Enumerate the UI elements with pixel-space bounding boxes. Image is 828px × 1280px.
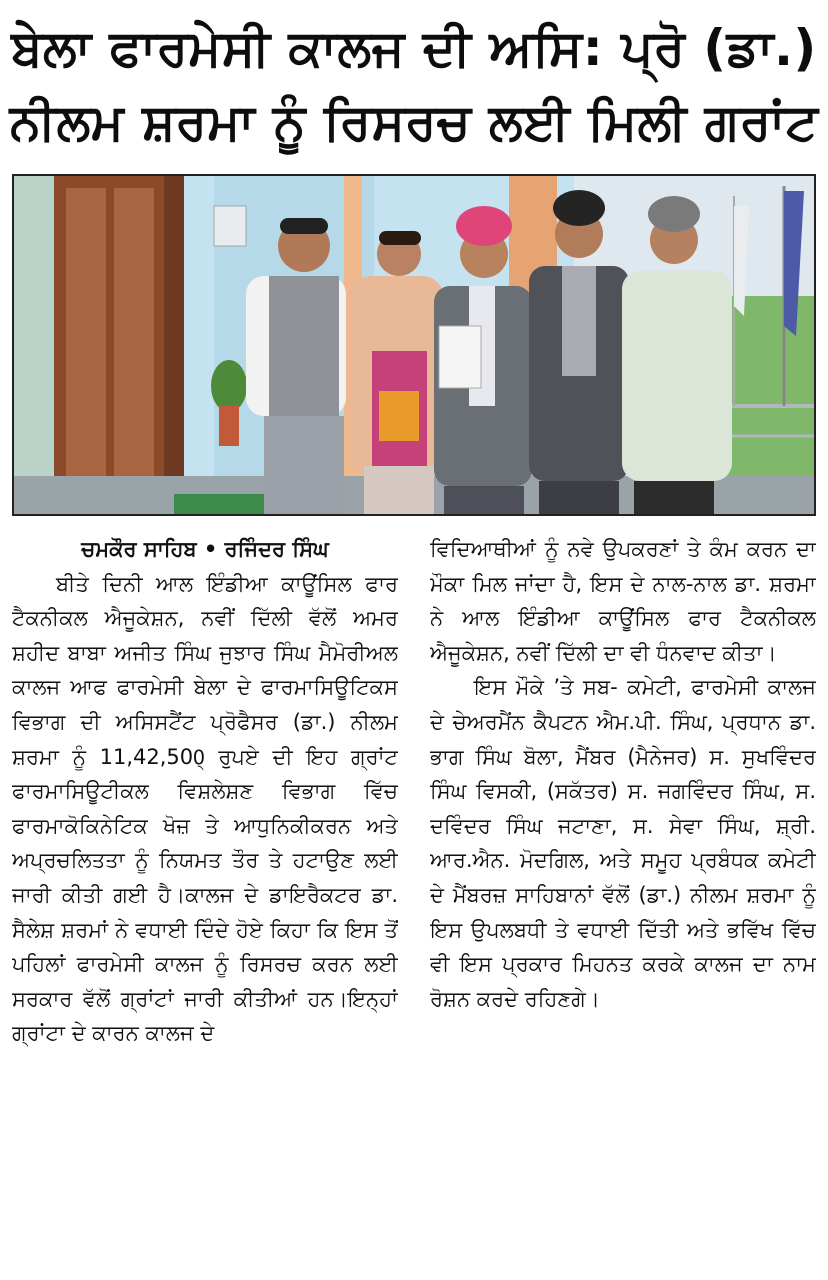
headline-line-2: ਨੀਲਮ ਸ਼ਰਮਾ ਨੂੰ ਰਿਸਰਚ ਲਈ ਮਿਲੀ ਗਰਾਂਟ <box>9 93 819 151</box>
dateline: ਚਮਕੌਰ ਸਾਹਿਬ • ਰਜਿੰਦਰ ਸਿੰਘ <box>81 537 329 561</box>
article-paragraph-1: ਬੀਤੇ ਦਿਨੀ ਆਲ ਇੰਡੀਆ ਕਾਊਂਸਿਲ ਫਾਰ ਟੈਕਨੀਕਲ ਐਜੂਕੇਸ਼ਨ, ਨਵੀਂ ਦਿੱਲੀ ਵੱਲੋਂ ਅਮਰ ਸ਼ਹੀਦ ਬਾਬਾ ਅਜੀਤ ਸਿੰਘ ਜੁਝਾਰ ਸਿੰਘ ਮੈਮੋਰੀਅਲ ਕਾਲਜ ਆਫ ਫਾਰਮੇਸੀ ਬੇਲਾ ਦੇ ਫਾਰਮਾਸਿਊਟਿਕਸ ਵਿਭਾਗ ਦੀ ਅਸਿਸਟੈਂਟ ਪ੍ਰੋਫੈਸਰ (ਡਾ.) ਨੀਲਮ ਸ਼ਰਮਾ ਨੂੰ 11,42,500੍ ਰੁਪਏ ਦੀ ਇਹ ਗ੍ਰਾਂਟ ਫਾਰਮਾਸਿਊਟੀਕਲ ਵਿਸ਼ਲੇਸ਼ਣ ਵਿਭਾਗ ਵਿੱਚ ਫਾਰਮਾਕੋਕਿਨੇਟਿਕ ਖੋਜ਼ ਤੇ ਆਧੁਨਿਕੀਕਰਨ ਅਤੇ ਅਪ੍ਰਚਲਿਤਤਾ ਨੂੰ ਨਿਯਮਤ ਤੌਰ ਤੇ ਹਟਾਉਣ ਲਈ ਜਾਰੀ ਕੀਤੀ ਗਈ ਹੈ।ਕਾਲਜ ਦੇ ਡਾਇਰੈਕਟਰ ਡਾ. ਸੈਲੇਸ਼ ਸ਼ਰਮਾਂ ਨੇ ਵਧਾਈ ਦਿੰਦੇ ਹੋਏ ਕਿਹਾ ਕਿ ਇਸ ਤੋਂ ਪਹਿਲਾਂ ਫਾਰਮੇਸੀ ਕਾਲਜ ਨੂੰ ਰਿਸਰਚ ਕਰਨ ਲਈ ਸਰਕਾਰ ਵੱਲੋਂ ਗ੍ਰਾਂਟਾਂ ਜਾਰੀ ਕੀਤੀਆਂ ਹਨ।ਇਨ੍ਹਾਂ ਗ੍ਰਾਂਟਾ ਦੇ ਕਾਰਨ ਕਾਲਜ ਦੇ <box>12 571 398 1046</box>
article-column-right <box>430 532 816 1262</box>
news-photo <box>12 174 816 516</box>
article-paragraph-1-continued: ਵਿਦਿਆਥੀਆਂ ਨੂੰ ਨਵੇ ਉਪਕਰਣਾਂ ਤੇ ਕੰਮ ਕਰਨ ਦਾ ਮੌਕਾ ਮਿਲ ਜਾਂਦਾ ਹੈ, ਇਸ ਦੇ ਨਾਲ-ਨਾਲ ਡਾ. ਸ਼ਰਮਾ ਨੇ ਆਲ ਇੰਡੀਆ ਕਾਊਂਸਿਲ ਫਾਰ ਟੈਕਨੀਕਲ ਐਜੂਕੇਸ਼ਨ, ਨਵੀਂ ਦਿੱਲੀ ਦਾ ਵੀ ਧੰਨਵਾਦ ਕੀਤਾ। <box>430 537 816 665</box>
article-paragraph-2: ਇਸ ਮੌਕੇ ’ਤੇ ਸਬ- ਕਮੇਟੀ, ਫਾਰਮੇਸੀ ਕਾਲਜ ਦੇ ਚੇਅਰਮੈਂਨ ਕੈਪਟਨ ਐਮ.ਪੀ. ਸਿੰਘ, ਪ੍ਰਧਾਨ ਡਾ. ਭਾਗ ਸਿੰਘ ਬੋਲਾ, ਮੈਂਬਰ (ਮੈਨੇਜਰ) ਸ. ਸੁਖਵਿੰਦਰ ਸਿੰਘ ਵਿਸਕੀ, (ਸਕੱਤਰ) ਸ. ਜਗਵਿੰਦਰ ਸਿੰਘ, ਸ. ਦਵਿੰਦਰ ਸਿੰਘ ਜਟਾਣਾ, ਸ. ਸੇਵਾ ਸਿੰਘ, ਸ਼੍ਰੀ. ਆਰ.ਐਨ. ਮੋਦਗਿਲ, ਅਤੇ ਸਮੂਹ ਪ੍ਰਬੰਧਕ ਕਮੇਟੀ ਦੇ ਮੈਂਬਰਜ਼ ਸਾਹਿਬਾਨਾਂ ਵੱਲੋਂ (ਡਾ.) ਨੀਲਮ ਸ਼ਰਮਾ ਨੂੰ ਇਸ ਉਪਲਬਧੀ ਤੇ ਵਧਾਈ ਦਿੱਤੀ ਅਤੇ ਭਵਿੱਖ ਵਿੱਚ ਵੀ ਇਸ ਪ੍ਰਕਾਰ ਮਿਹਨਤ ਕਰਕੇ ਕਾਲਜ ਦਾ ਨਾਮ ਰੋਸ਼ਨ ਕਰਦੇ ਰਹਿਣਗੇ। <box>430 675 816 1011</box>
headline <box>10 6 818 164</box>
group-photo-illustration <box>14 176 814 514</box>
article-column-left <box>12 532 398 1262</box>
headline-line-1: ਬੇਲਾ ਫਾਰਮੇਸੀ ਕਾਲਜ ਦੀ ਅਸਿ: ਪ੍ਰੋ (ਡਾ.) <box>11 19 817 77</box>
